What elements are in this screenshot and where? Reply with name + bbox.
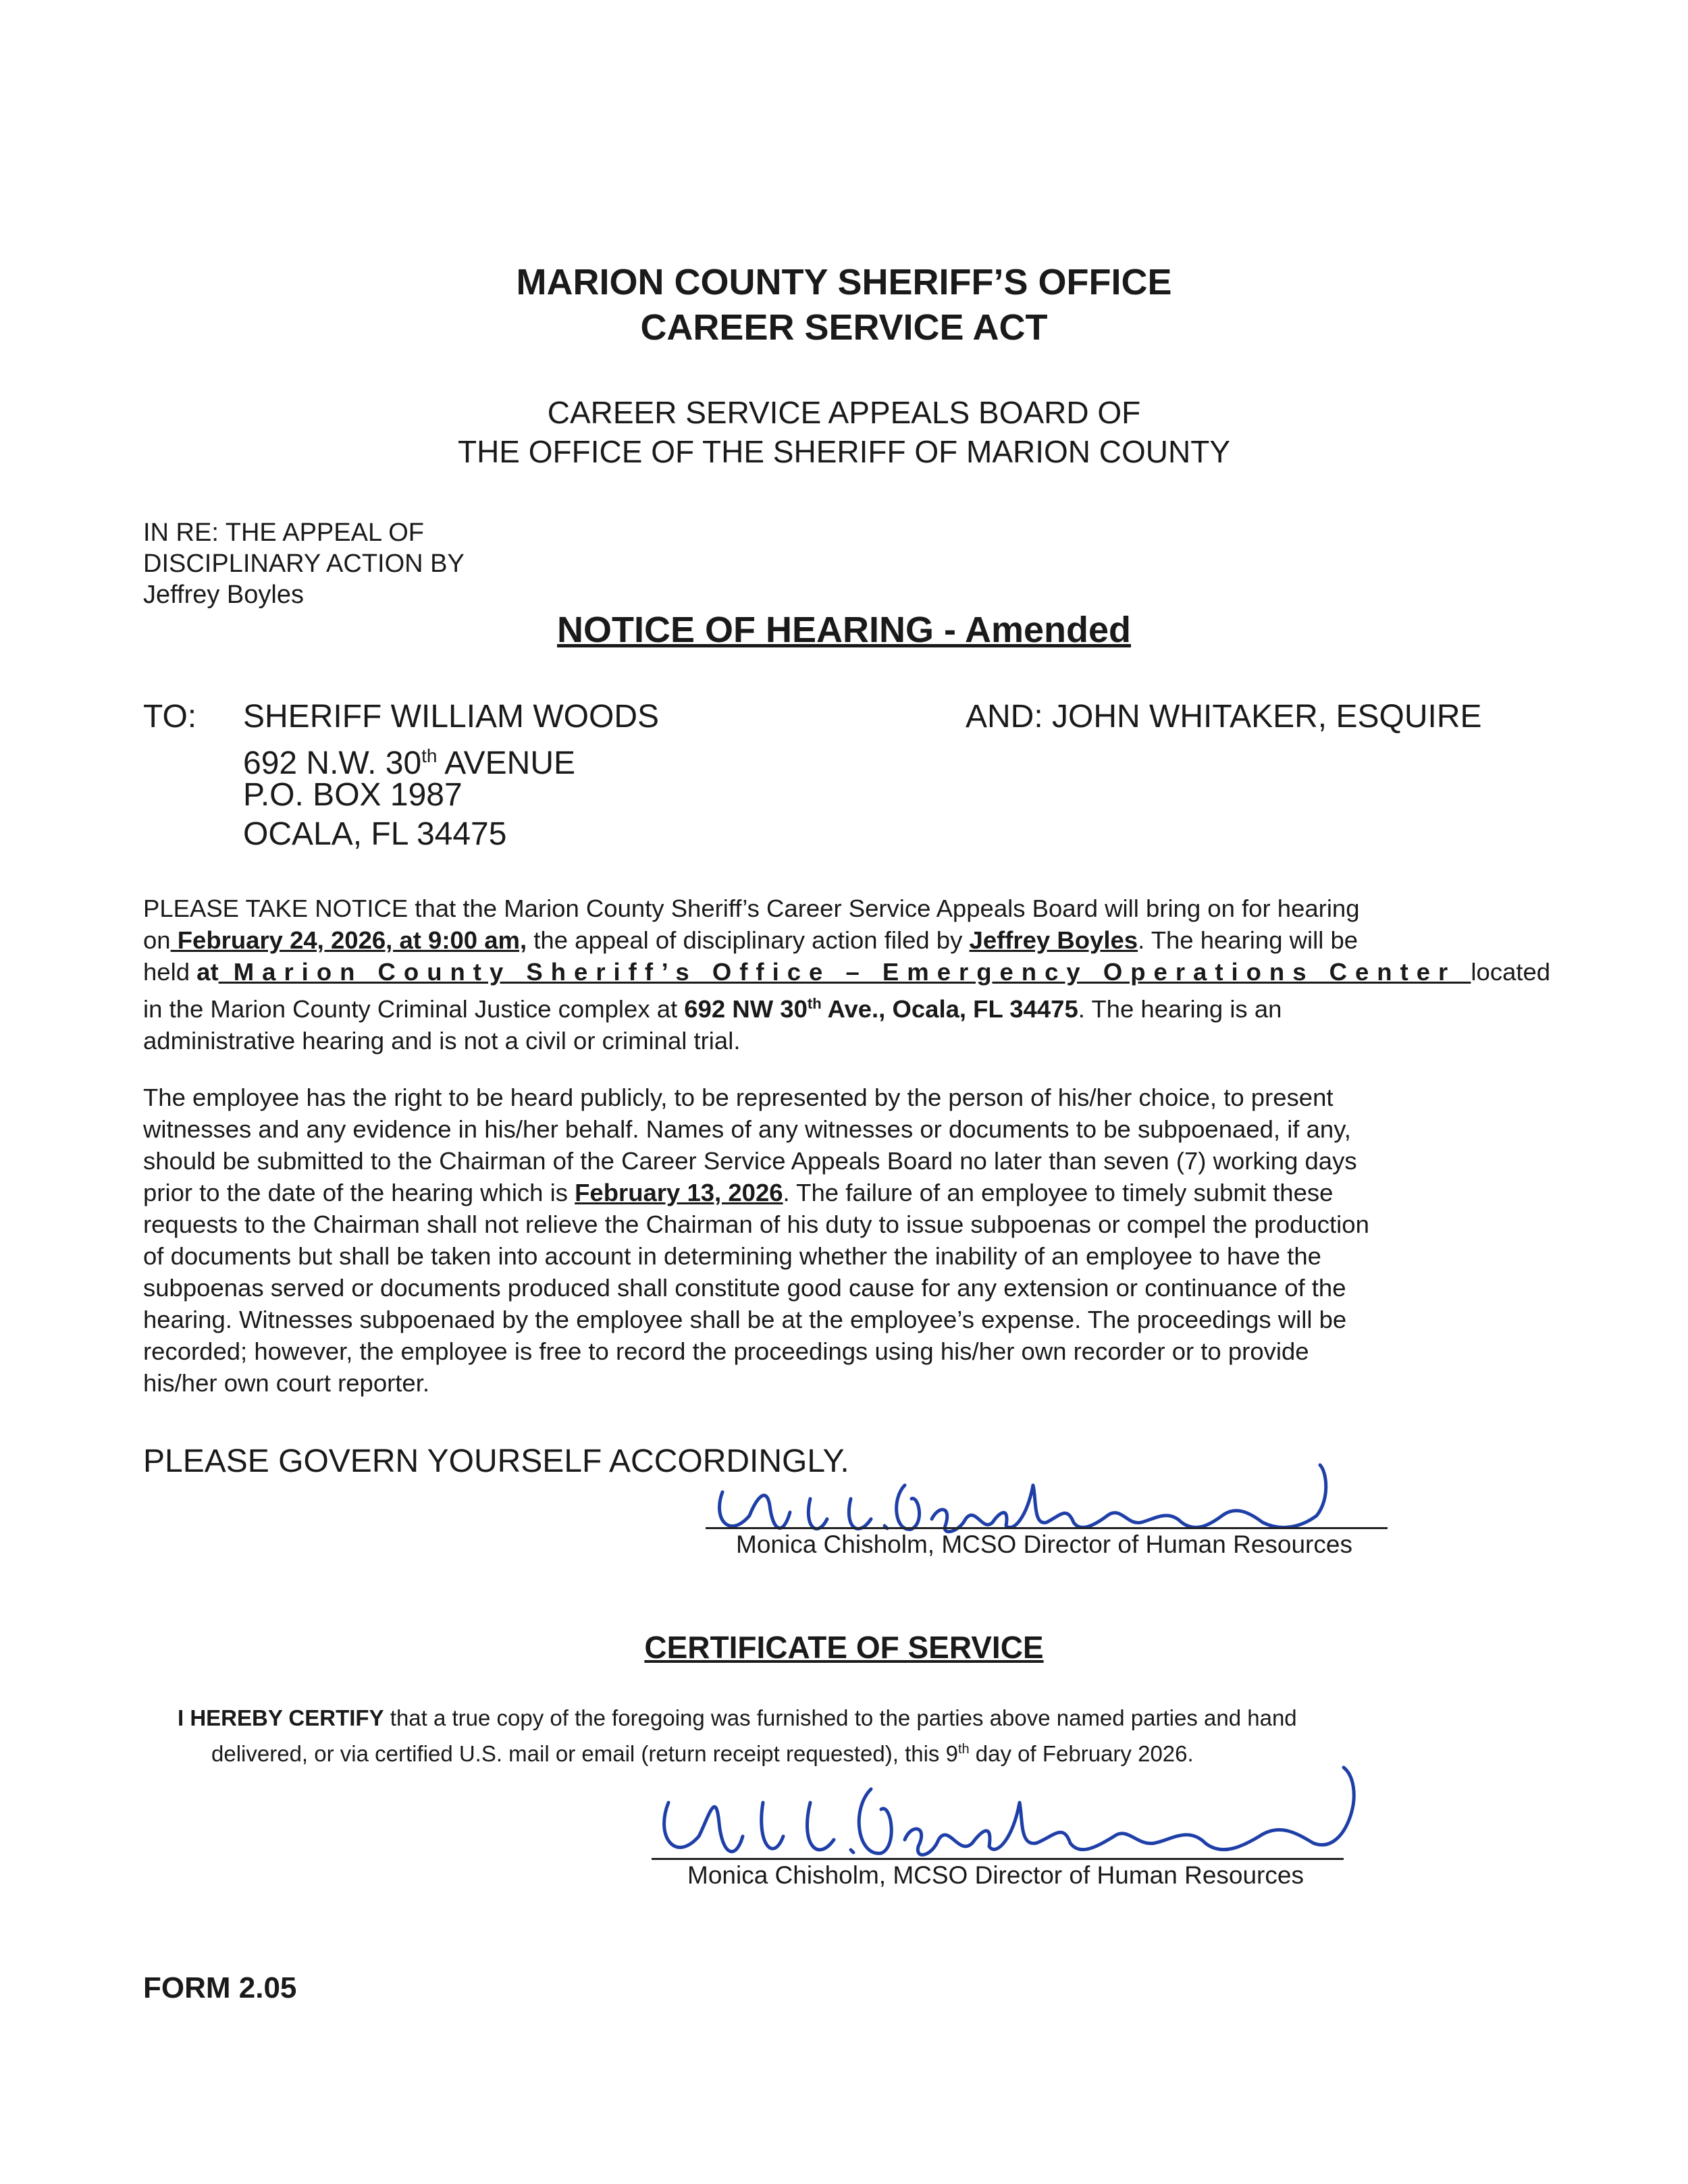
signature-line-1 <box>706 1527 1388 1529</box>
rights-line: witnesses and any evidence in his/her behalf. Names of any witnesses or documents to be subpoenaed, if any, <box>143 1115 1351 1143</box>
in-re-line1: IN RE: THE APPEAL OF <box>143 518 425 547</box>
location-address <box>684 995 1078 1023</box>
certificate-line-1 <box>178 1703 1297 1734</box>
certificate-text: delivered, or via certified U.S. mail or email (return receipt requested), this 9 <box>211 1741 958 1766</box>
notice-text: . The hearing is an <box>1078 995 1282 1023</box>
notice-text: held <box>143 958 197 986</box>
board-title-line2: THE OFFICE OF THE SHERIFF OF MARION COUNTY <box>457 434 1231 469</box>
notice-paragraph <box>143 893 1550 1057</box>
hearing-date: February 24, 2026, at 9:00 am, <box>170 926 527 954</box>
rights-line: his/her own court reporter. <box>143 1369 430 1397</box>
govern-statement: PLEASE GOVERN YOURSELF ACCORDINGLY. <box>143 1443 849 1479</box>
notice-text: located <box>1471 958 1551 986</box>
notice-text: in the Marion County Criminal Justice complex at <box>143 995 685 1023</box>
notice-text: the appeal of disciplinary action filed by <box>527 926 970 954</box>
rights-text: prior to the date of the hearing which is <box>143 1179 575 1206</box>
notice-line: administrative hearing and is not a civil or criminal trial. <box>143 1027 741 1055</box>
form-number: FORM 2.05 <box>143 1971 297 2004</box>
address-suffix: th <box>807 995 822 1012</box>
in-re-line2: DISCIPLINARY ACTION BY <box>143 550 465 578</box>
rights-line: The employee has the right to be heard publicly, to be represented by the person of his/her choice, to present <box>143 1084 1334 1111</box>
notice-text: . The hearing will be <box>1138 926 1359 954</box>
certificate-title-text: CERTIFICATE OF SERVICE <box>644 1630 1044 1665</box>
second-addressee: AND: JOHN WHITAKER, ESQUIRE <box>966 699 1482 735</box>
notice-title <box>0 608 1688 652</box>
rights-line: hearing. Witnesses subpoenaed by the employee shall be at the employee’s expense. The proceedings will be <box>143 1306 1347 1333</box>
signature-line-2 <box>652 1858 1344 1860</box>
street-number: 692 N.W. 30 <box>243 745 422 781</box>
notice-line <box>143 924 1550 956</box>
notice-title-text: NOTICE OF HEARING - Amended <box>556 610 1132 650</box>
certificate-text: that a true copy of the foregoing was furnished to the parties above named parties and hand <box>384 1705 1297 1730</box>
certify-phrase: I HEREBY CERTIFY <box>178 1705 384 1730</box>
rights-text: . The failure of an employee to timely submit these <box>783 1179 1334 1206</box>
in-re-appellant: Jeffrey Boyles <box>143 581 304 609</box>
signer-1-title: Monica Chisholm, MCSO Director of Human Resources <box>736 1530 1352 1558</box>
addressee-pobox: P.O. BOX 1987 <box>243 777 463 813</box>
to-label: TO: <box>143 699 197 735</box>
hearing-location: Marion County Sheriff’s Office – Emergency Operations Center <box>218 958 1471 986</box>
act-title: CAREER SERVICE ACT <box>640 307 1048 348</box>
certificate-title <box>0 1628 1688 1666</box>
notice-text: on <box>143 926 171 954</box>
notice-line <box>143 956 1550 988</box>
rights-line: of documents but shall be taken into account in determining whether the inability of an employee to have the <box>143 1242 1321 1270</box>
signer-2-title: Monica Chisholm, MCSO Director of Human Resources <box>687 1861 1304 1889</box>
address-rest: Ave., Ocala, FL 34475 <box>821 995 1078 1023</box>
certificate-text: day of February 2026. <box>969 1741 1194 1766</box>
appellant-name: Jeffrey Boyles <box>969 926 1138 954</box>
office-title: MARION COUNTY SHERIFF’S OFFICE <box>516 262 1172 302</box>
rights-paragraph <box>143 1082 1369 1399</box>
notice-line: PLEASE TAKE NOTICE that the Marion County Sheriff’s Career Service Appeals Board will bring on for hearing <box>143 895 1360 922</box>
submission-deadline: February 13, 2026 <box>575 1179 783 1206</box>
addressee-name: SHERIFF WILLIAM WOODS <box>243 699 660 735</box>
street-suffix: th <box>421 745 438 766</box>
rights-line <box>143 1177 1369 1208</box>
board-title-line1: CAREER SERVICE APPEALS BOARD OF <box>547 395 1141 430</box>
rights-line: subpoenas served or documents produced shall constitute good cause for any extension or continuance of the <box>143 1274 1346 1302</box>
notice-line <box>143 988 1550 1025</box>
at-word: at <box>196 958 219 986</box>
street-name: AVENUE <box>437 745 576 781</box>
rights-line: requests to the Chairman shall not relieve the Chairman of his duty to issue subpoenas or compel the production <box>143 1210 1369 1238</box>
rights-line: recorded; however, the employee is free to record the proceedings using his/her own recorder or to provide <box>143 1337 1309 1365</box>
address-number: 692 NW 30 <box>684 995 808 1023</box>
rights-line: should be submitted to the Chairman of the Career Service Appeals Board no later than seven (7) working days <box>143 1147 1357 1175</box>
day-suffix: th <box>957 1742 970 1757</box>
addressee-city: OCALA, FL 34475 <box>243 816 507 852</box>
